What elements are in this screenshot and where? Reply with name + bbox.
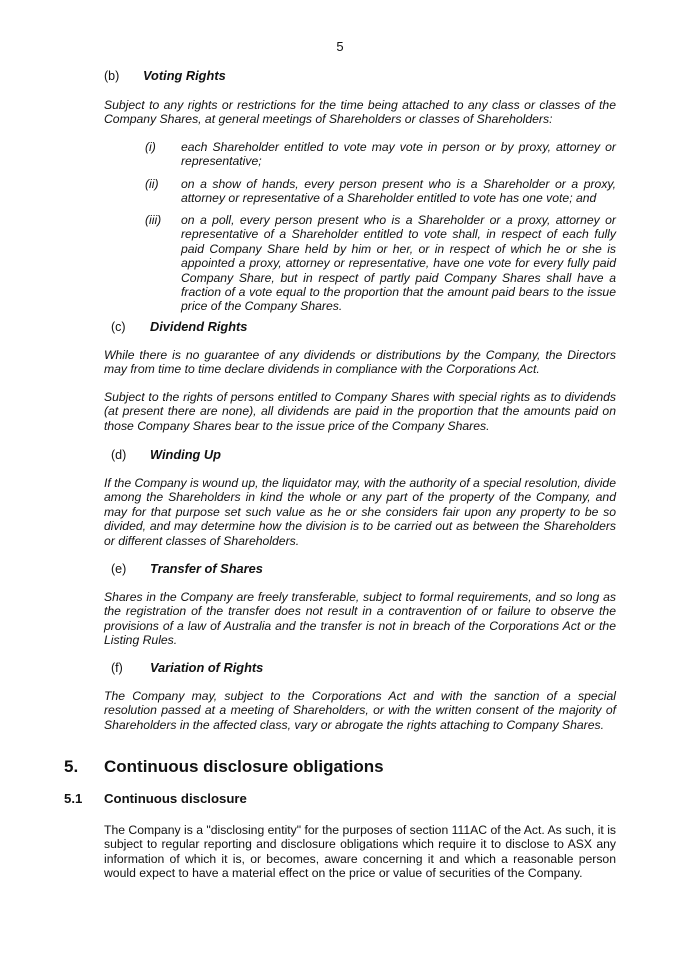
section-d-title: Winding Up <box>150 447 221 462</box>
section-c-para-1: While there is no guarantee of any dividends or distributions by the Company, the Directors may from time to time declare dividends in compliance with the Corporations Act. <box>104 348 616 377</box>
section-e-label: (e) <box>111 562 127 576</box>
section-e-title: Transfer of Shares <box>150 561 263 576</box>
section-b-intro: Subject to any rights or restrictions for the time being attached to any class or classes of the Company Shares, at general meetings of Shareholders or classes of Shareholders: <box>104 98 616 127</box>
section-f-label: (f) <box>111 661 123 675</box>
heading-5-number: 5. <box>64 757 79 776</box>
item-number: (iii) <box>145 213 162 227</box>
section-c-label: (c) <box>111 320 126 334</box>
page-number: 5 <box>336 39 344 54</box>
item-number: (i) <box>145 140 156 154</box>
section-b-label: (b) <box>104 69 120 83</box>
section-f-title: Variation of Rights <box>150 660 264 675</box>
section-d-para: If the Company is wound up, the liquidator may, with the authority of a special resolution, divide among the Shareholders in kind the whole or any part of the property of the Company, and may for that purpose set such value as he or she considers fair upon any property to be so divided, and may determine how the division is to be carried out as between the Shareholders or different classes of Shareholders. <box>104 476 616 548</box>
item-text: on a show of hands, every person present who is a Shareholder or a proxy, attorney or representative of a Shareholder entitled to vote has one vote; and <box>181 177 616 206</box>
section-f-para: The Company may, subject to the Corporations Act and with the sanction of a special resolution passed at a meeting of Shareholders, or with the written consent of the majority of Shareholders in the affected class, vary or abrogate the rights attaching to Company Shares. <box>104 689 616 732</box>
section-e-para: Shares in the Company are freely transferable, subject to formal requirements, and so long as the registration of the transfer does not result in a contravention of or failure to observe the provisions of a law of Australia and the transfer is not in breach of the Corporations Act or the Listing Rules. <box>104 590 616 648</box>
section-c-para-2: Subject to the rights of persons entitled to Company Shares with special rights as to dividends (at present there are none), all dividends are paid in the proportion that the amounts paid on those Company Shares bear to the issue price of the Company Shares. <box>104 390 616 433</box>
item-text: each Shareholder entitled to vote may vote in person or by proxy, attorney or representative; <box>181 140 616 169</box>
heading-5-1-title: Continuous disclosure <box>104 791 247 806</box>
heading-5-1-number: 5.1 <box>64 791 83 806</box>
heading-5-title: Continuous disclosure obligations <box>104 757 384 776</box>
item-text: on a poll, every person present who is a Shareholder or a proxy, attorney or representative of a Shareholder entitled to vote shall, in respect of each fully paid Company Share held by him or her, or in respect of which he or she is appointed a proxy, attorney or representative, have one vote for every fully paid Company Share, but in respect of partly paid Company Shares shall have a fraction of a vote equal to the proportion that the amount paid bears to the issue price of the Company Shares. <box>181 213 616 314</box>
section-b-title: Voting Rights <box>143 68 226 83</box>
section-d-label: (d) <box>111 448 127 462</box>
item-number: (ii) <box>145 177 159 191</box>
section-c-title: Dividend Rights <box>150 319 248 334</box>
section-5-1-para: The Company is a "disclosing entity" for the purposes of section 111AC of the Act. As such, it is subject to regular reporting and disclosure obligations which require it to disclose to ASX any information of which it is, or becomes, aware concerning it and which a reasonable person would expect to have a material effect on the price or value of securities of the Company. <box>104 823 616 881</box>
